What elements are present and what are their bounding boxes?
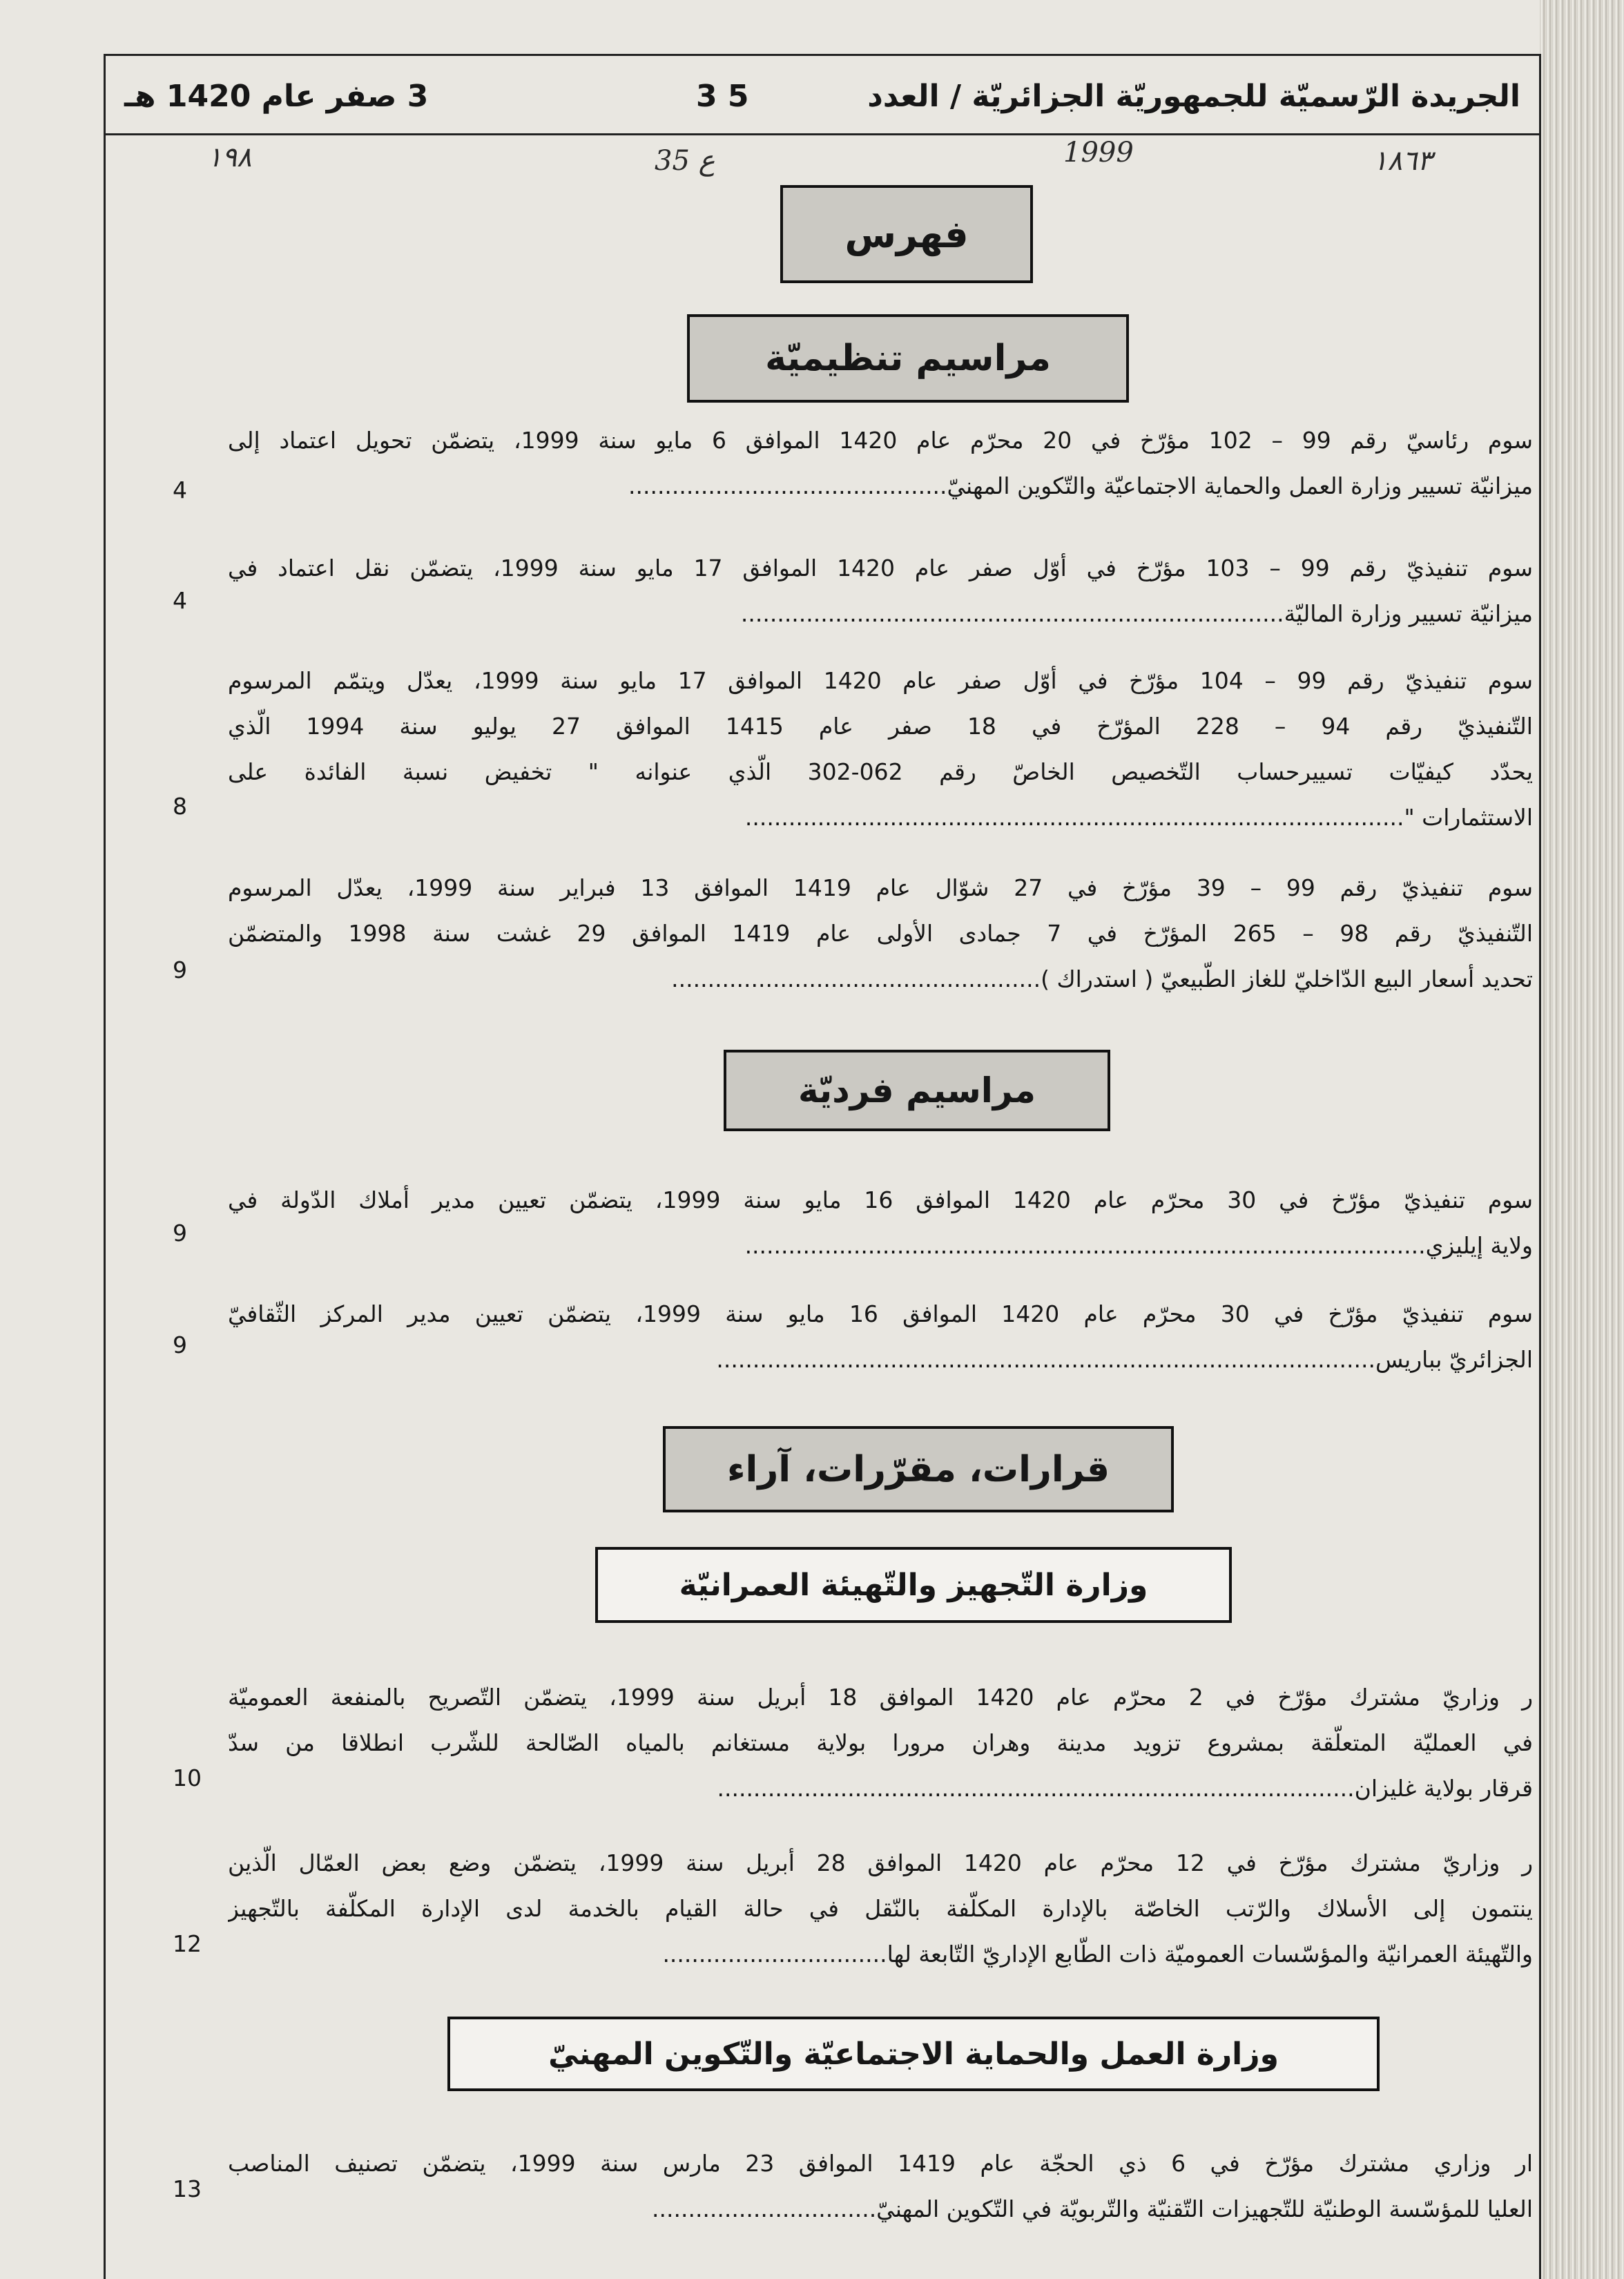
handwritten-note-issue: 35 ع — [655, 145, 715, 177]
toc-entry — [228, 1840, 1533, 1977]
section-title-box — [724, 1050, 1110, 1131]
ministry-title-box — [595, 1547, 1232, 1623]
entry-line: ينتمون إلى الأسلاك والرّتب الخاصّة بالإدارة المكلّفة بالنّقل في حالة القيام بالخدمة لدى الإدارة المكلّفة بالتّجهيز — [228, 1895, 1533, 1922]
section-title-box — [687, 314, 1129, 403]
entry-line: سوم تنفيذيّ مؤرّخ في 30 محرّم عام 1420 الموافق 16 مايو سنة 1999، يتضمّن تعيين مدير المركز الثّقافيّ — [228, 1300, 1533, 1327]
entry-line: ر وزاريّ مشترك مؤرّخ في 12 محرّم عام 1420 الموافق 28 أبريل سنة 1999، يتضمّن وضع بعض العمّال الّذين — [228, 1849, 1533, 1876]
entry-line: سوم رئاسيّ رقم 99 – 102 مؤرّخ في 20 محرّم عام 1420 الموافق 6 مايو سنة 1999، يتضمّن تحويل اعتماد إلى — [228, 427, 1533, 454]
handwritten-note-left: ۱۹۸ — [207, 142, 252, 173]
entry-line: ر وزاريّ مشترك مؤرّخ في 2 محرّم عام 1420 الموافق 18 أبريل سنة 1999، يتضمّن التّصريح بالمنفعة العموميّة — [228, 1684, 1533, 1711]
toc-entry — [228, 865, 1533, 1002]
toc-entry — [228, 1675, 1533, 1811]
entry-line: ولاية إيليزي.............................................................................................. — [744, 1232, 1533, 1259]
entry-line: والتّهيئة العمرانيّة والمؤسّسات العموميّة ذات الطّابع الإداريّ التّابعة لها............................... — [662, 1941, 1533, 1968]
journal-header — [104, 54, 1541, 135]
entry-line: العليا للمؤسّسة الوطنيّة للتّجهيزات التّقنيّة والتّربويّة في التّكوين المهنيّ............................... — [652, 2195, 1533, 2222]
entry-line: ميزانيّة تسيير وزارة العمل والحماية الاجتماعيّة والتّكوين المهنيّ............................................ — [628, 472, 1533, 499]
toc-entry — [228, 1177, 1533, 1269]
header-journal-title: الجريدة الرّسميّة للجمهوريّة الجزائريّة / العدد — [867, 79, 1520, 114]
page-number: 4 — [173, 587, 187, 614]
ministry-title: وزارة العمل والحماية الاجتماعيّة والتّكوين المهنيّ — [548, 2036, 1279, 2072]
entry-line: تحديد أسعار البيع الدّاخليّ للغاز الطّبيعيّ ( استدراك )................................................... — [671, 965, 1533, 992]
index-title-box — [780, 185, 1033, 283]
toc-entry — [228, 546, 1533, 637]
entry-line: سوم تنفيذيّ رقم 99 – 39 مؤرّخ في 27 شوّال عام 1419 الموافق 13 فبراير سنة 1999، يعدّل المرسوم — [228, 874, 1533, 901]
header-date: 3 صفر عام 1420 هـ — [124, 79, 429, 114]
ministry-title: وزارة التّجهيز والتّهيئة العمرانيّة — [679, 1567, 1148, 1603]
page-number: 9 — [173, 1331, 187, 1358]
section-title-box — [663, 1426, 1174, 1512]
entry-line: سوم تنفيذيّ رقم 99 – 103 مؤرّخ في أوّل صفر عام 1420 الموافق 17 مايو سنة 1999، يتضمّن نقل اعتماد في — [228, 555, 1533, 581]
header-issue-number: 3 5 — [696, 79, 749, 114]
toc-entry — [228, 2141, 1533, 2232]
handwritten-note-year: 1999 — [1063, 137, 1134, 169]
section-title: قرارات، مقرّرات، آراء — [726, 1448, 1110, 1490]
section-title: مراسيم تنظيميّة — [765, 338, 1051, 379]
index-title: فهرس — [844, 212, 969, 256]
entry-line: سوم تنفيذيّ رقم 99 – 104 مؤرّخ في أوّل صفر عام 1420 الموافق 17 مايو سنة 1999، يعدّل ويتمّم المرسوم — [228, 667, 1533, 694]
entry-line: سوم تنفيذيّ مؤرّخ في 30 محرّم عام 1420 الموافق 16 مايو سنة 1999، يتضمّن تعيين مدير أملاك الدّولة في — [228, 1186, 1533, 1213]
handwritten-note-right: ١٨٦٣ — [1373, 145, 1432, 177]
page-number: 13 — [173, 2175, 202, 2202]
entry-line: التّنفيذيّ رقم 98 – 265 المؤرّخ في 7 جمادى الأولى عام 1419 الموافق 29 غشت سنة 1998 والمتضمّن — [228, 920, 1533, 947]
entry-line: التّنفيذيّ رقم 94 – 228 المؤرّخ في 18 صفر عام 1415 الموافق 27 يوليو سنة 1994 الّذي — [228, 713, 1533, 740]
page-number: 9 — [173, 1220, 187, 1247]
section-title: مراسيم فرديّة — [798, 1070, 1036, 1110]
page-edge-stack — [1540, 0, 1624, 2279]
toc-entry — [228, 1291, 1533, 1383]
ministry-title-box — [447, 2017, 1380, 2091]
entry-line: قرقار بولاية غليزان........................................................................................ — [717, 1775, 1533, 1802]
entry-line: في العمليّة المتعلّقة بمشروع تزويد مدينة وهران مرورا بولاية مستغانم بالمياه الصّالحة للشّرب انطلاقا من سدّ — [228, 1729, 1533, 1756]
page-number: 8 — [173, 793, 187, 820]
toc-entry — [228, 418, 1533, 509]
entry-line: ار وزاري مشترك مؤرّخ في 6 ذي الحجّة عام 1419 الموافق 23 مارس سنة 1999، يتضمّن تصنيف المناصب — [228, 2150, 1533, 2177]
page-number: 10 — [173, 1764, 202, 1791]
page-number: 12 — [173, 1930, 202, 1957]
page-number: 9 — [173, 956, 187, 983]
entry-line: يحدّد كيفيّات تسييرحساب التّخصيص الخاصّ رقم 062-302 الّذي عنوانه " تخفيض نسبة الفائدة على — [228, 758, 1533, 785]
entry-line: الجزائريّ بباريس........................................................................................... — [716, 1346, 1533, 1373]
toc-entry — [228, 658, 1533, 840]
entry-line: ميزانيّة تسيير وزارة الماليّة........................................................................... — [740, 600, 1533, 627]
entry-line: الاستثمارات "........................................................................................... — [744, 804, 1533, 831]
page-number: 4 — [173, 477, 187, 503]
